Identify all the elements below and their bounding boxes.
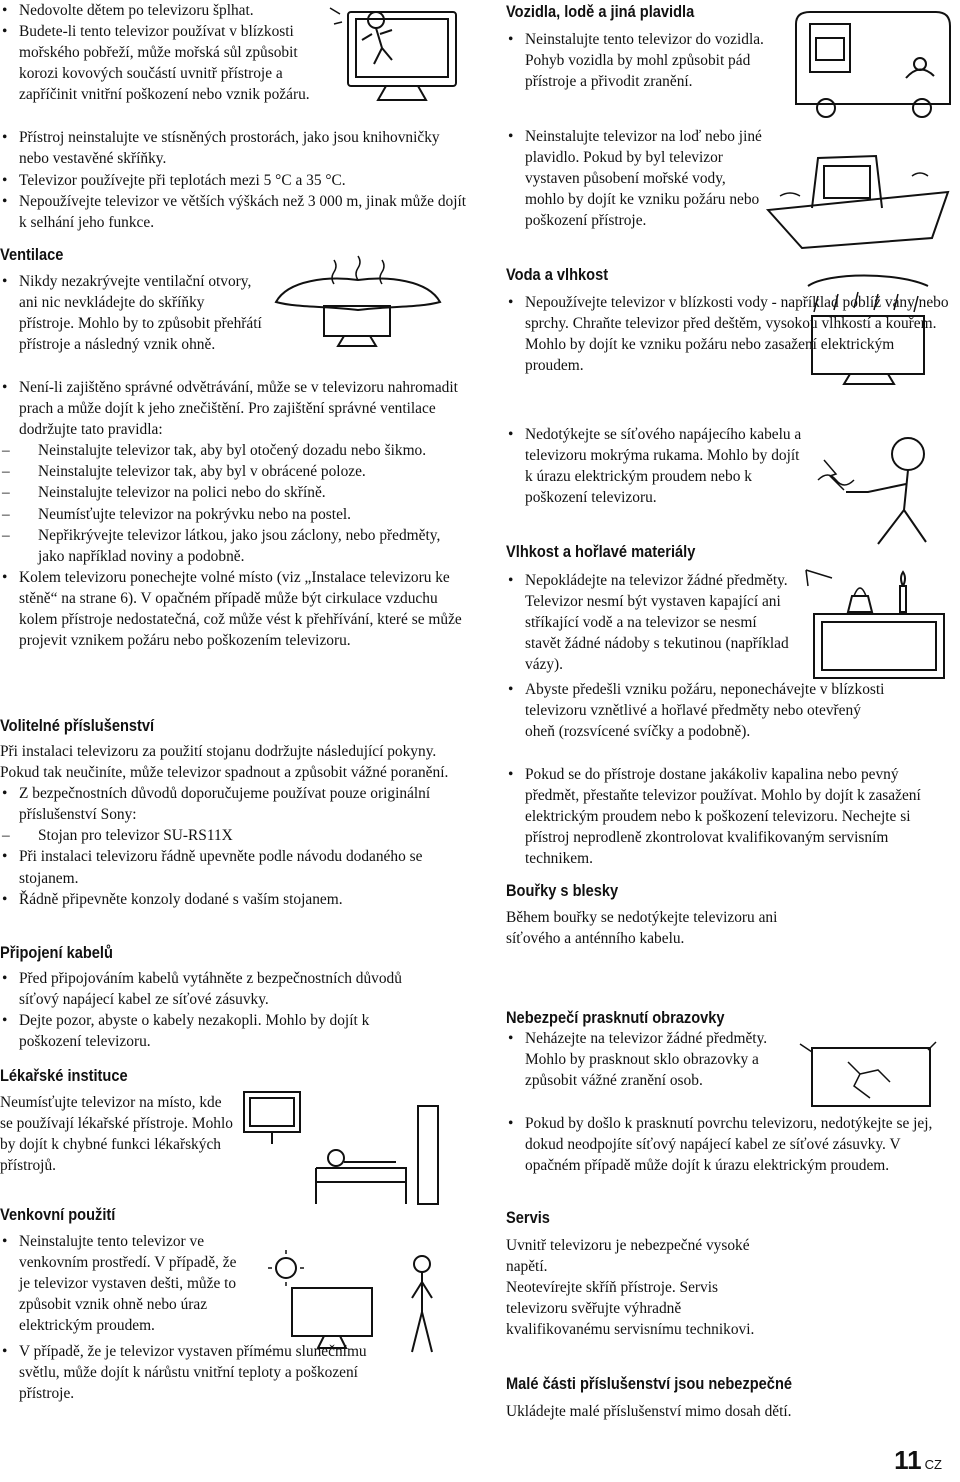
- list-item: • Z bezpečnostních důvodů doporučujeme používat pouze originální příslušenství Sony:: [0, 783, 470, 825]
- list-item: • Není-li zajištěno správné odvětrávání, může se v televizoru nahromadit prach a může dojít k jeho znečištění. Pro zajištění správné ventilace dodržujte tato pravidla:: [0, 377, 462, 440]
- list-item: – Neinstalujte televizor tak, aby byl otočený dozadu nebo šikmo.: [0, 440, 462, 461]
- section-heading-lekarske: Lékařské instituce: [0, 1066, 128, 1085]
- list-item: • Nikdy nezakrývejte ventilační otvory, ani nic nevkládejte do skříňky přístroje. Mohlo by to způsobit přehřátí přístroje a následný vznik ohně.: [0, 271, 262, 355]
- section-heading-horlave: Vlhkost a hořlavé materiály: [506, 542, 696, 561]
- section-heading-pripojeni: Připojení kabelů: [0, 943, 113, 962]
- paragraph: Ukládejte malé příslušenství mimo dosah dětí.: [506, 1403, 792, 1420]
- list-item: • Nepoužívejte televizor v blízkosti vody - například poblíž vany nebo sprchy. Chraňte televizor před deštěm, vysokou vlhkostí a kouřem. Mohlo by dojít ke vzniku požáru nebo zasažení elektrickým proudem.: [506, 292, 950, 376]
- list-item: • Kolem televizoru ponechejte volné místo (viz „Instalace televizoru ke stěně“ na strane 6). V opačném případě může být cirkulace vzduchu kolem přístroje nedostatečná, což může vést k přehřívání, které se může projevit vznikem požáru nebo poškozením televizoru.: [0, 567, 462, 651]
- page-language-code: CZ: [924, 1457, 942, 1472]
- section-heading-prasknuti: Nebezpečí prasknutí obrazovky: [506, 1008, 725, 1027]
- list-item: • Nedotýkejte se síťového napájecího kabelu a televizoru mokrýma rukama. Mohlo by dojít k úrazu elektrickým proudem nebo k poškození televizoru.: [506, 424, 806, 508]
- list-item: • V případě, že je televizor vystaven přímému slunečnímu světlu, může dojít k nárůstu vnitřní teploty a poškození přístroje.: [0, 1341, 380, 1404]
- section-heading-venkovni: Venkovní použití: [0, 1205, 116, 1224]
- rain-tv-illustration: [778, 272, 958, 390]
- list-item: • Budete-li tento televizor používat v blízkosti mořského pobřeží, může mořská sůl způsobit korozi kovových součástí uvnitř přístroje a zapříčinit vnitřní poškození nebo vznik požáru.: [0, 21, 310, 105]
- section-heading-male: Malé části příslušenství jsou nebezpečné: [506, 1374, 793, 1393]
- list-item: • Televizor používejte při teplotách mezi 5 °C a 35 °C.: [0, 170, 470, 191]
- paragraph: Uvnitř televizoru je nebezpečné vysoké napětí.: [506, 1237, 750, 1276]
- boat-tv-illustration: [762, 136, 952, 256]
- list-item: • Řádně připevněte konzoly dodané s vaším stojanem.: [0, 889, 470, 910]
- list-item: • Pokud by došlo k prasknutí povrchu televizoru, nedotýkejte se jej, dokud neodpojíte síťový napájecí kabel ze síťové zásuvky. V opačném případě může dojít k úrazu elektrickým proudem.: [506, 1113, 954, 1176]
- section-heading-vozidla: Vozidla, lodě a jiná plavidla: [506, 2, 695, 21]
- list-item: • Nedovolte dětem po televizoru šplhat.: [0, 0, 310, 21]
- list-item: – Neinstalujte televizor na polici nebo do skříně.: [0, 482, 462, 503]
- list-item: • Nepoužívejte televizor ve větších výškách než 3 000 m, jinak může dojít k selhání jeho funkce.: [0, 191, 470, 233]
- list-item: • Abyste předešli vzniku požáru, neponechávejte v blízkosti televizoru vznětlivé a hořlavé předměty nebo otevřený oheň (rozsvícené svíčky a podobně).: [506, 679, 892, 742]
- child-climbing-tv-illustration: [326, 4, 466, 112]
- page-number: [894, 1445, 942, 1476]
- section-heading-bourky: Bouřky s blesky: [506, 881, 619, 900]
- list-item: • Pokud se do přístroje dostane jakákoliv kapalina nebo pevný předmět, přestaňte televizor používat. Mohlo by dojít k zasažení elektrickým proudem nebo k poškození televizoru. Nechejte si přístroj neprodleně zkontrolovat kvalifikovaným servisním technikem.: [506, 764, 926, 869]
- broken-screen-illustration: [798, 1040, 946, 1112]
- page-number-value: 11: [894, 1445, 922, 1475]
- list-item: – Neumísťujte televizor na pokrývku nebo na postel.: [0, 504, 462, 525]
- vase-candle-tv-illustration: [792, 556, 952, 688]
- list-item: • Dejte pozor, abyste o kabely nezakopli. Mohlo by dojít k poškození televizoru.: [0, 1010, 420, 1052]
- car-tv-illustration: [786, 4, 958, 122]
- wet-hands-cable-illustration: [808, 430, 958, 548]
- list-item: • Neházejte na televizor žádné předměty. Mohlo by prasknout sklo obrazovky a způsobit vážné zranění osob.: [506, 1028, 791, 1091]
- covered-tv-illustration: [268, 250, 448, 350]
- list-item: • Přístroj neinstalujte ve stísněných prostorách, jako jsou knihovničky nebo vestavěné skříňky.: [0, 127, 470, 169]
- paragraph: Při instalaci televizoru za použití stojanu dodržujte následující pokyny. Pokud tak neučiníte, může televizor spadnout a způsobit vážné poranění.: [0, 743, 449, 782]
- list-item: • Nepokládejte na televizor žádné předměty. Televizor nesmí být vystaven kapající ani stříkající vodě a na televizor se nesmí stavět žádné nádoby s tekutinou (například vázy).: [506, 570, 790, 675]
- section-heading-voda: Voda a vlhkost: [506, 265, 609, 284]
- section-heading-volitelne: Volitelné příslušenství: [0, 716, 155, 735]
- list-item: • Neinstalujte televizor na loď nebo jiné plavidlo. Pokud by byl televizor vystaven působení mořské vody, mohlo by dojít ke vzniku požáru nebo poškození přístroje.: [506, 126, 768, 231]
- list-item: – Stojan pro televizor SU-RS11X: [0, 825, 470, 846]
- section-heading-ventilace: Ventilace: [0, 245, 64, 264]
- list-item: • Při instalaci televizoru řádně upevněte podle návodu dodaného se stojanem.: [0, 846, 470, 888]
- list-item: – Nepřikrývejte televizor látkou, jako jsou záclony, nebo předměty, jako například noviny a podobně.: [0, 525, 462, 567]
- paragraph: Během bouřky se nedotýkejte televizoru ani síťového a anténního kabelu.: [506, 909, 778, 948]
- list-item: • Neinstalujte tento televizor ve venkovním prostředí. V případě, že je televizor vystaven dešti, může to způsobit vznik ohně nebo úraz elektrickým proudem.: [0, 1231, 250, 1336]
- paragraph: Neumísťujte televizor na místo, kde se používají lékařské přístroje. Mohlo by dojít k chybné funkci lékařských přístrojů.: [0, 1094, 233, 1175]
- list-item: • Před připojováním kabelů vytáhněte z bezpečnostních důvodů síťový napájecí kabel ze síťové zásuvky.: [0, 968, 420, 1010]
- list-item: • Neinstalujte tento televizor do vozidla. Pohyb vozidla by mohl způsobit pád přístroje a přivodit zranění.: [506, 29, 768, 92]
- section-heading-servis: Servis: [506, 1208, 550, 1227]
- paragraph: Neotevírejte skříň přístroje. Servis televizoru svěřujte výhradně kvalifikovanému servisnímu technikovi.: [506, 1279, 755, 1339]
- list-item: – Neinstalujte televizor tak, aby byl v obrácené poloze.: [0, 461, 462, 482]
- hospital-bed-tv-illustration: [236, 1082, 442, 1210]
- outdoor-sun-tv-illustration: [262, 1248, 442, 1360]
